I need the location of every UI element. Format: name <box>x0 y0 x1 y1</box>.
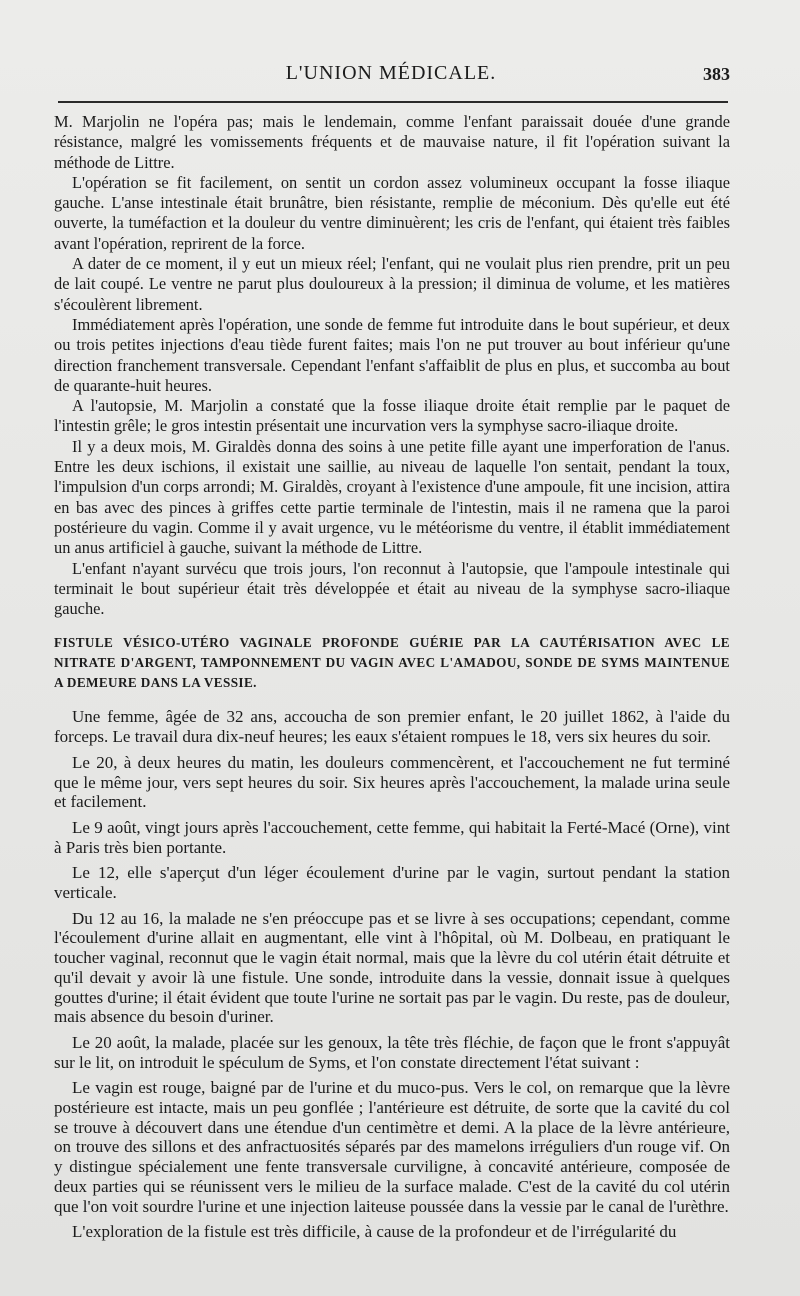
header-rule <box>58 101 728 103</box>
case-reports-continued <box>54 112 730 619</box>
paragraph: Le 20 août, la malade, placée sur les genoux, la tête très fléchie, de façon que le front s'appuyât sur le lit, on introduit le spéculum de Syms, et l'on constate directement l'état suivant : <box>54 1032 730 1072</box>
section-heading: FISTULE VÉSICO-UTÉRO VAGINALE PROFONDE GUÉRIE PAR LA CAUTÉRISATION AVEC LE NITRATE D'ARGENT, TAMPONNEMENT DU VAGIN AVEC L'AMADOU, SONDE DE SYMS MAINTENUE A DEMEURE DANS LA VESSIE. <box>54 635 730 691</box>
paragraph: L'enfant n'ayant survécu que trois jours, l'on reconnut à l'autopsie, que l'ampoule intestinale qui terminait le bout supérieur était très développée et était au niveau de la symphyse sacro-iliaque gauche. <box>54 558 730 619</box>
page-header <box>52 62 730 90</box>
paragraph: Le 20, à deux heures du matin, les douleurs commencèrent, et l'accouchement ne fut terminé que le même jour, vers sept heures du soir. Six heures après l'accouchement, la malade urina seule et facilement. <box>54 752 730 812</box>
paragraph: Du 12 au 16, la malade ne s'en préoccupe pas et se livre à ses occupations; cependant, comme l'écoulement d'urine allait en augmentant, elle vint à l'hôpital, où M. Dolbeau, en pratiquant le toucher vaginal, reconnut que le vagin était normal, mais que la lèvre du col utérin était détruite et qu'il devait y avoir là une fistule. Une sonde, introduite dans la vessie, donnait issue à quelques gouttes d'urine; il était évident que toute l'urine ne sortait pas par le vagin. Du reste, pas de douleur, mais absence du besoin d'uriner. <box>54 908 730 1027</box>
paragraph: M. Marjolin ne l'opéra pas; mais le lendemain, comme l'enfant paraissait douée d'une grande résistance, malgré les vomissements fréquents et de mauvaise nature, il fit l'opération suivant la méthode de Littre. <box>54 112 730 172</box>
paragraph: Le 9 août, vingt jours après l'accouchement, cette femme, qui habitait la Ferté-Macé (Orne), vint à Paris très bien portante. <box>54 817 730 857</box>
running-title: L'UNION MÉDICALE. <box>285 62 497 84</box>
paragraph: Le 12, elle s'aperçut d'un léger écoulement d'urine par le vagin, surtout pendant la station verticale. <box>54 863 730 903</box>
paragraph: L'opération se fit facilement, on sentit un cordon assez volumineux occupant la fosse iliaque gauche. L'anse intestinale était brunâtre, bien résistante, remplie de méconium. Dès qu'elle eut été ouverte, la tuméfaction et la douleur du ventre diminuèrent; les cris de l'enfant, qui étaient très faibles avant l'opération, reprirent de la force. <box>54 172 730 253</box>
page-number: 383 <box>703 64 730 84</box>
paragraph: Il y a deux mois, M. Giraldès donna des soins à une petite fille ayant une imperforation de l'anus. Entre les deux ischions, il existait une saillie, au niveau de laquelle l'on sentait, pendant la toux, l'impulsion d'un corps arrondi; M. Giraldès, croyant à l'existence d'une ampoule, fit une incision, attira en bas avec des pinces à griffes cette partie terminale de l'intestin, mais il ne ramena que la paroi postérieure du vagin. Comme il y avait urgence, vu le météorisme du ventre, il établit immédiatement un anus artificiel à gauche, suivant la méthode de Littre. <box>54 436 730 558</box>
paragraph: Une femme, âgée de 32 ans, accoucha de son premier enfant, le 20 juillet 1862, à l'aide du forceps. Le travail dura dix-neuf heures; les eaux s'étaient rompues le 18, vers six heures du soir. <box>54 707 730 747</box>
article-body <box>54 112 730 1242</box>
paragraph: A l'autopsie, M. Marjolin a constaté que la fosse iliaque droite était remplie par le paquet de l'intestin grêle; le gros intestin présentait une incurvation vers la symphyse sacro-iliaque droite. <box>54 396 730 436</box>
paragraph: Immédiatement après l'opération, une sonde de femme fut introduite dans le bout supérieur, et deux ou trois petites injections d'eau tiède furent faites; mais l'on ne put trouver au bout inférieur qu'une direction franchement transversale. Cependant l'enfant s'affaiblit de plus en plus, et succomba au bout de quarante-huit heures. <box>54 314 730 395</box>
paragraph: A dater de ce moment, il y eut un mieux réel; l'enfant, qui ne voulait plus rien prendre, prit un peu de lait coupé. Le ventre ne parut plus douloureux à la pression; il diminua de volume, et les matières s'écoulèrent librement. <box>54 254 730 314</box>
paragraph: L'exploration de la fistule est très difficile, à cause de la profondeur et de l'irrégularité du <box>72 1222 677 1242</box>
fistula-case-report <box>54 707 730 1242</box>
paragraph: Le vagin est rouge, baigné par de l'urine et du muco-pus. Vers le col, on remarque que la lèvre postérieure est intacte, mais un peu gonflée ; l'antérieure est détruite, de sorte que la cavité du col se trouve à découvert dans une étendue d'un centimètre et demi. A la place de la lèvre antérieure, on trouve des sillons et des anfractuosités séparés par des mamelons irréguliers d'un rouge vif. On y distingue spécialement une fente transversale curviligne, à concavité antérieure, composée de deux parties qui se réunissent vers le milieu de la surface malade. C'est de la cavité du col utérin que l'on voit sourdre l'urine et une injection laiteuse poussée dans la vessie par le canal de l'urèthre. <box>54 1078 730 1216</box>
